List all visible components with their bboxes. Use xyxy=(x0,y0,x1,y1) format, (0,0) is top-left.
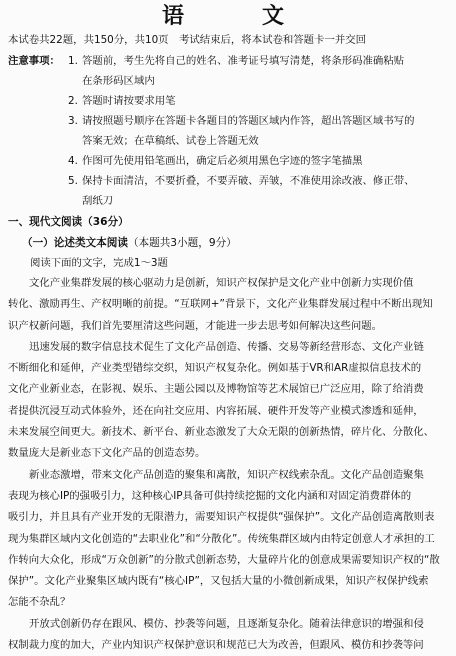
paragraph-line: 文化产业新业态，在影视、娱乐、主题公园以及博物馆等艺术展馆已广泛应用，除了给消费 xyxy=(8,383,424,396)
paragraph-line: 新业态激增，带来文化产品创造的聚集和离散，知识产权线索杂乱。文化产品创造聚集 xyxy=(29,468,424,481)
note-continuation: 答案无效；在草稿纸、试卷上答题无效 xyxy=(82,135,259,147)
note-continuation: 刮纸刀 xyxy=(82,195,114,207)
paragraph-line: 保护”。文化产业聚集区域内既有“核心IP”，又包括大量的小微创新成果，知识产权保护线索 xyxy=(8,575,429,588)
note-item-5 xyxy=(8,171,448,191)
paragraph-line: 不断细化和延伸，产业类型错综交织，知识产权复杂化。例如基于VR和AR虚拟信息技术的 xyxy=(8,362,422,375)
paragraph-line: 迅速发展的数字信息技术促生了文化产品创造、传播、交易等新经营形态、文化产业链 xyxy=(29,340,424,353)
paragraph-line: 开放式创新仍存在跟风、模仿、抄袭等问题，且逐渐复杂化。随着法律意识的增强和侵 xyxy=(29,617,424,630)
paragraph-line: 表现为核心IP的强吸引力，这种核心IP具备可供持续挖掘的文化内涵和对固定消费群体的 xyxy=(8,489,412,502)
note-item-2 xyxy=(8,91,448,111)
paragraph-line: 未来发展空间更大。新技术、新平台、新业态激发了大众无限的创新热情，碎片化、分散化、 xyxy=(8,426,435,439)
section-heading: 一、现代文阅读（36分） xyxy=(8,216,129,228)
paragraph-3 xyxy=(8,465,448,614)
note-number: 1. xyxy=(68,55,78,67)
subsection-title: （一）论述类文本阅读 xyxy=(22,237,128,249)
paragraph-line: 吸引力，并且具有产业开发的无限潜力，需要知识产权提供“强保护”。文化产品创造离散则表 xyxy=(8,511,435,524)
paragraph-line: 数量庞大是新业态下文化产品的创造态势。 xyxy=(8,447,206,460)
paragraph-line: 权制裁力度的加大，产业内知识产权保护意识和规范已大为改善，但跟风、模仿和抄袭等问 xyxy=(8,639,424,652)
note-text: 作图可先使用铅笔画出，确定后必须用黑色字迹的签字笔描黑 xyxy=(82,155,363,167)
note-item-4 xyxy=(8,151,448,171)
paragraph-1 xyxy=(8,273,448,337)
note-number: 3. xyxy=(68,115,78,127)
note-text: 请按照题号顺序在答题卡各题目的答题区域内作答，超出答题区域书写的 xyxy=(82,115,415,127)
reading-instruction: 阅读下面的文字，完成1～3题 xyxy=(30,257,168,269)
note-number: 4. xyxy=(68,155,78,167)
paragraph-line: 现为集群区域内文化创造的“去职业化”和“分散化”。传统集群区域内由特定创意人才承担的工 xyxy=(8,532,435,545)
exam-header-line: 本试卷共22题，共150分，共10页 考试结束后，将本试卷和答题卡一并交回 xyxy=(8,34,366,46)
note-text: 答题时请按要求用笔 xyxy=(82,95,176,107)
paragraph-line: 怎能不杂乱？ xyxy=(8,596,71,609)
note-continuation: 在条形码区域内 xyxy=(82,75,155,87)
subsection-heading xyxy=(8,233,448,253)
note-item-3 xyxy=(8,111,448,131)
paragraph-line: 识产权新问题，我们首先要厘清这些问题，才能进一步去思考如何解决这些问题。 xyxy=(8,319,383,332)
note-item-1 xyxy=(8,51,448,71)
paragraph-line: 文化产业集群发展的核心驱动力是创新，知识产权保护是文化产业中创新力实现价值 xyxy=(29,277,414,289)
paragraph-line: 作转向大众化，形成“万众创新”的分散式创新态势，大量碎片化的创意成果需要知识产权的“散 xyxy=(8,553,440,566)
paragraph-4 xyxy=(8,614,448,656)
paragraph-2 xyxy=(8,337,448,465)
notes-block xyxy=(8,51,448,211)
paragraph-line: 者提供沉浸互动式体验外，还在向社交应用、内容拓展、硬件开发等产业模式渗透和延伸， xyxy=(8,404,424,417)
paragraph-line: 转化、激励再生、产权明晰的前提。“互联网+”背景下，文化产业集群发展过程中不断出现知 xyxy=(8,298,433,311)
subsection-note: （本题共3小题，9分） xyxy=(127,237,237,249)
note-text: 答题前，考生先将自己的姓名、准考证号填写清楚，将条形码准确粘贴 xyxy=(82,55,405,67)
page-title: 语 文 xyxy=(161,3,312,29)
note-number: 2. xyxy=(68,95,78,107)
note-number: 5. xyxy=(68,175,78,187)
note-text: 保持卡面清洁，不要折叠，不要弄破、弄皱，不准使用涂改液、修正带、 xyxy=(82,175,415,187)
notes-label: 注意事项： xyxy=(8,55,60,67)
